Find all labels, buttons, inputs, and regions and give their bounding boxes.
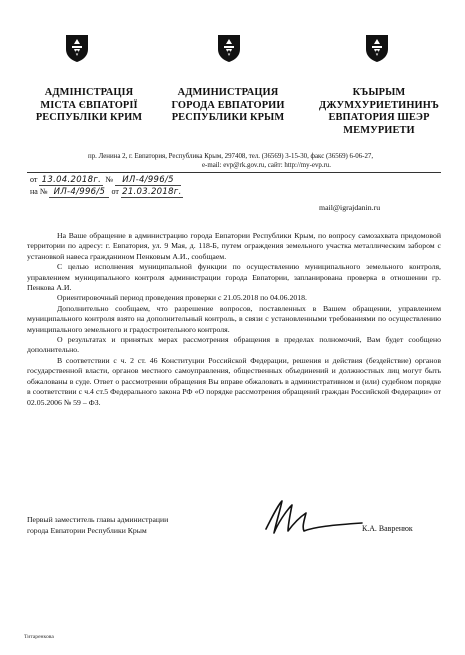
ref-from-label: от xyxy=(111,187,119,196)
contact-email-site: e-mail: evp@rk.gov.ru, сайт: http://my-evp.ru. xyxy=(202,162,332,169)
header-ua xyxy=(25,87,153,125)
letter-body xyxy=(27,231,441,408)
header-ru xyxy=(163,87,293,125)
header-ru-line: РЕСПУБЛИКИ КРЫМ xyxy=(171,112,285,123)
emblem-ru-icon xyxy=(216,33,242,63)
body-paragraph: О результатах и принятых мерах рассмотрения обращения в пределах полномочий, Вам будет сообщено дополнительно. xyxy=(27,335,441,355)
header-ua-line: РЕСПУБЛІКИ КРИМ xyxy=(35,112,143,123)
body-paragraph: На Ваше обращение в администрацию города Евпатории Республики Крым, по вопросу самозахвата придомовой территории по адресу: г. Евпатория, ул. 9 Мая, д. 118-Б, путем ограждения земельного участка металлическим забором с установкой навеса гражданином Пенковым А.И., сообщаем. xyxy=(27,231,441,261)
header-crh-line: КЪЫРЫМ xyxy=(352,87,406,98)
header-ru-line: ГОРОДА ЕВПАТОРИИ xyxy=(171,99,285,111)
header-ua-line: МІСТА ЄВПАТОРІЇ xyxy=(40,99,138,111)
position-line: города Евпатории Республики Крым xyxy=(27,525,147,535)
header-crh-line: МЕМУРИЕТИ xyxy=(343,124,415,136)
incoming-number: ИЛ-4/996/5 xyxy=(49,187,109,198)
body-paragraph: Дополнительно сообщаем, что разрешение вопросов, поставленных в Вашем обращении, управлением муниципального контроля взято на дополнительный контроль, в связи с установленными требованиями по осуществлению муниципального земельного и градостроительного контроля. xyxy=(27,303,441,334)
emblem-ua-icon xyxy=(64,33,90,63)
emblem-crh-icon xyxy=(364,33,390,63)
body-paragraph: С целью исполнения муниципальной функции по осуществлению муниципального земельного контроля, управлением муниципального контроля администрации города Евпатории, запланирована проверка в отношении гр. Пенкова А.И. xyxy=(27,262,441,293)
signatory-name: К.А. Вавренюк xyxy=(362,524,413,533)
header-crh-line: ДЖУМХУРИЕТИНИНЪ xyxy=(319,99,439,111)
registration-outgoing xyxy=(30,174,181,186)
header-divider xyxy=(27,172,441,173)
outgoing-number: ИЛ-4/996/5 xyxy=(115,175,181,186)
signatory-position xyxy=(27,515,168,536)
handwritten-signature xyxy=(258,493,368,543)
executor-name: Титаренкова xyxy=(24,634,54,640)
body-paragraph: В соответствии с ч. 2 ст. 46 Конституции Российской Федерации, решения и действия (бездействие) органов государственной власти, органов местного самоуправления, общественных объединений и должностных лиц могут быть обжалованы в суде. Ответ о рассмотрении обращения Вы вправе обжаловать в административном и (или) судебном порядке в соответствии с ч.4 ст.5 Федерального закона РФ «О порядке рассмотрения обращений граждан Российской Федерации» от 02.05.2006 № 59 – ФЗ. xyxy=(27,355,441,407)
contact-address: пр. Ленина 2, г. Евпатория, Республика Крым, 297408, тел. (36569) 3-15-30, факс (36569) 6-06-27, xyxy=(88,153,374,160)
position-line: Первый заместитель главы администрации xyxy=(27,515,169,524)
outgoing-date: 13.04.2018г. xyxy=(39,175,103,186)
addressee-email: mail@igrajdanin.ru xyxy=(319,203,381,212)
ref-label: на № xyxy=(30,187,48,196)
from-label: от xyxy=(30,175,38,184)
number-label: № xyxy=(105,175,114,184)
header-crh-line: ЕВПАТОРИЯ ШЕЭР xyxy=(328,112,430,123)
header-ua-line: АДМІНІСТРАЦІЯ xyxy=(44,87,134,98)
registration-incoming xyxy=(30,186,183,198)
incoming-date: 21.03.2018г. xyxy=(122,187,182,197)
header-crh xyxy=(306,87,452,137)
header-ru-line: АДМИНИСТРАЦИЯ xyxy=(177,87,279,98)
body-paragraph: Ориентировочный период проведения проверки с 21.05.2018 по 04.06.2018. xyxy=(57,293,307,303)
